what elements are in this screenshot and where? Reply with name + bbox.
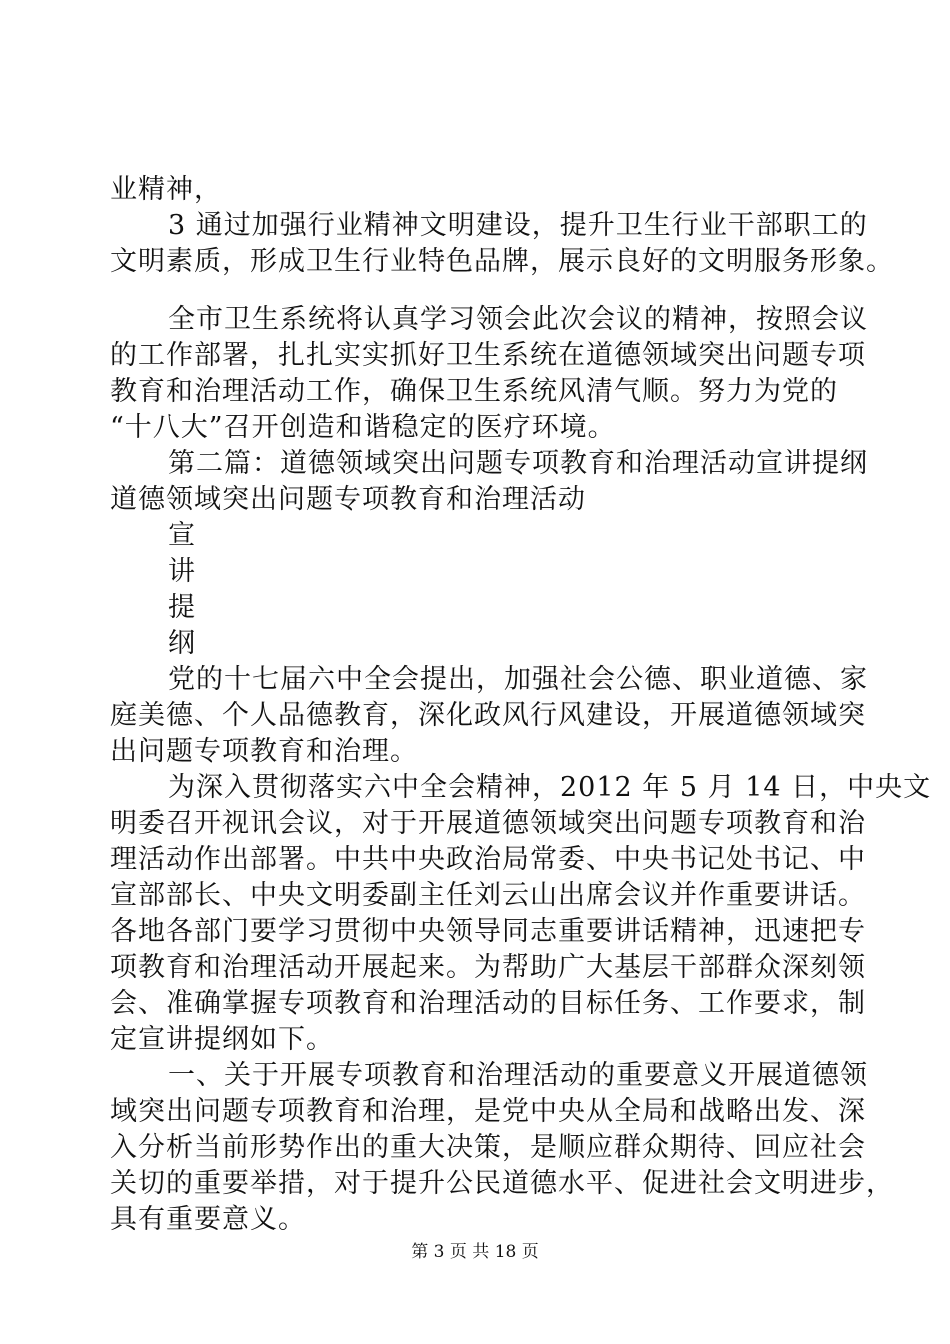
text-line: 党的十七届六中全会提出，加强社会公德、职业道德、家 [168, 664, 868, 695]
text-line: 关切的重要举措，对于提升公民道德水平、促进社会文明进步， [110, 1168, 894, 1199]
text-line: 域突出问题专项教育和治理，是党中央从全局和战略出发、深 [110, 1096, 866, 1127]
text-line: 业精神， [110, 174, 222, 205]
page-footer: 第 3 页 共 18 页 [411, 1242, 539, 1262]
text-line: 3 通过加强行业精神文明建设，提升卫生行业干部职工的 [168, 210, 868, 241]
text-line: 明委召开视讯会议，对于开展道德领域突出问题专项教育和治 [110, 808, 866, 839]
text-line: 教育和治理活动工作，确保卫生系统风清气顺。努力为党的 [110, 376, 838, 407]
text-line: 会、准确掌握专项教育和治理活动的目标任务、工作要求，制 [110, 988, 866, 1019]
section-subtitle: 道德领域突出问题专项教育和治理活动 [110, 484, 586, 515]
vertical-title-char: 提 [168, 592, 196, 623]
text-line: 入分析当前形势作出的重大决策，是顺应群众期待、回应社会 [110, 1132, 866, 1163]
section-heading: 第二篇：道德领域突出问题专项教育和治理活动宣讲提纲 [168, 448, 868, 479]
text-line: 的工作部署，扎扎实实抓好卫生系统在道德领域突出问题专项 [110, 340, 866, 371]
text-line: 理活动作出部署。中共中央政治局常委、中央书记处书记、中 [110, 844, 866, 875]
text-line: 各地各部门要学习贯彻中央领导同志重要讲话精神，迅速把专 [110, 916, 866, 947]
text-line: 为深入贯彻落实六中全会精神，2012 年 5 月 14 日，中央文 [168, 772, 932, 803]
vertical-title-char: 宣 [168, 520, 196, 551]
text-line: 庭美德、个人品德教育，深化政风行风建设，开展道德领域突 [110, 700, 866, 731]
text-line: 具有重要意义。 [110, 1204, 306, 1235]
text-line: 全市卫生系统将认真学习领会此次会议的精神，按照会议 [168, 304, 868, 335]
text-line: 定宣讲提纲如下。 [110, 1024, 334, 1055]
text-line: 一、关于开展专项教育和治理活动的重要意义开展道德领 [168, 1060, 868, 1091]
text-line: 出问题专项教育和治理。 [110, 736, 418, 767]
text-line: 宣部部长、中央文明委副主任刘云山出席会议并作重要讲话。 [110, 880, 866, 911]
text-line: “十八大”召开创造和谐稳定的医疗环境。 [110, 412, 616, 443]
text-line: 项教育和治理活动开展起来。为帮助广大基层干部群众深刻领 [110, 952, 866, 983]
vertical-title-char: 讲 [168, 556, 196, 587]
vertical-title-char: 纲 [168, 628, 196, 659]
text-line: 文明素质，形成卫生行业特色品牌，展示良好的文明服务形象。 [110, 246, 894, 277]
